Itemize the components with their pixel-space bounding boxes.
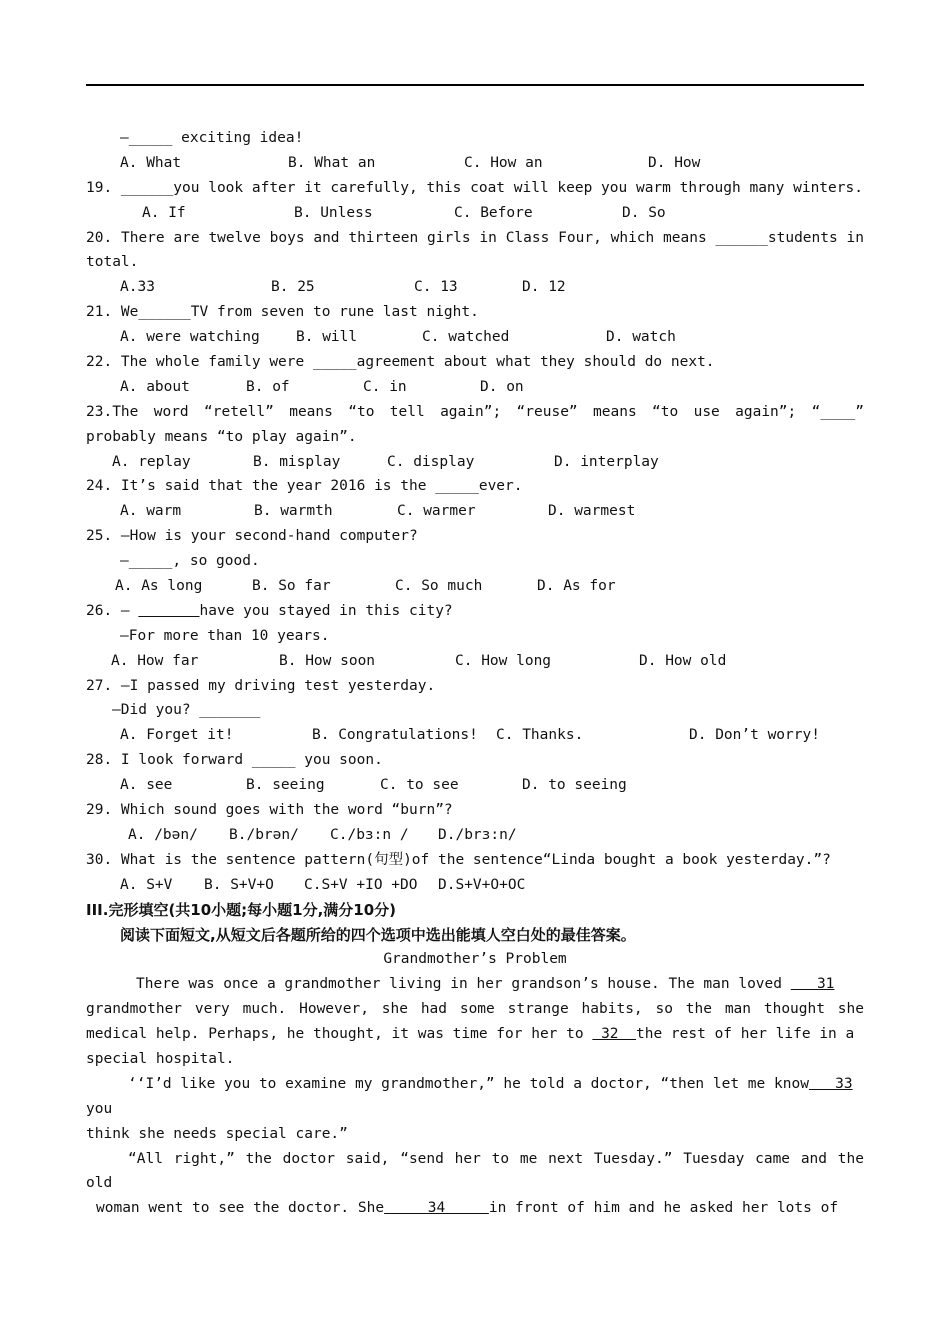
option: B. misplay xyxy=(253,453,341,470)
option: D. to seeing xyxy=(522,777,627,794)
option: A. about xyxy=(120,378,190,395)
q27-options xyxy=(86,723,864,748)
option: C./bɜ:n / xyxy=(330,826,409,843)
q21-line: 21. We______TV from seven to rune last night. xyxy=(86,304,479,321)
option: A. S+V xyxy=(120,876,173,893)
passage-text: medical help. Perhaps, he thought, it was time for her to xyxy=(86,1026,584,1043)
q18-options xyxy=(86,151,864,176)
q23-line2: probably means “to play again”. xyxy=(86,428,357,445)
option: B. Unless xyxy=(294,204,373,221)
blank-31: 31 xyxy=(790,976,835,993)
option: D. watch xyxy=(606,329,676,346)
passage-line xyxy=(86,1072,864,1097)
q18-line: —_____ exciting idea! xyxy=(120,130,304,146)
passage-text: ‘‘I’d like you to examine my grandmother,” he told a doctor, “then let me know xyxy=(128,1075,809,1092)
option: D. So xyxy=(622,204,666,221)
passage-line xyxy=(86,1022,864,1047)
option: A. were watching xyxy=(120,329,260,346)
q23-line1: 23.The word “retell” means “to tell again”; “reuse” means “to use again”; “____” xyxy=(86,403,864,420)
option: A. see xyxy=(120,777,173,794)
option: D. on xyxy=(480,378,524,395)
q29-options xyxy=(86,823,864,848)
blank-32: 32 xyxy=(592,1026,636,1043)
option: C. in xyxy=(363,378,407,395)
blank-34: 34 xyxy=(384,1200,489,1217)
option: C. Thanks. xyxy=(496,727,584,744)
passage-line: “All right,” the doctor said, “send her to me next Tuesday.” Tuesday came and the xyxy=(128,1150,864,1167)
q30-line: 30. What is the sentence pattern(句型)of the sentence“Linda bought a book yesterday.”? xyxy=(86,851,831,868)
passage-text: There was once a grandmother living in her grandson’s house. The man loved xyxy=(136,976,783,993)
option: C. Before xyxy=(454,204,533,221)
option: C. display xyxy=(387,453,475,470)
option: C. to see xyxy=(380,777,459,794)
passage-text: woman went to see the doctor. She xyxy=(96,1200,385,1217)
q19-line: 19. ______you look after it carefully, this coat will keep you warm through many winters. xyxy=(86,179,863,196)
passage-line: you xyxy=(86,1100,113,1117)
option: A. warm xyxy=(120,503,182,520)
q20-line2: total. xyxy=(86,254,139,271)
q26-line1 xyxy=(86,599,864,624)
option: D./brɜ:n/ xyxy=(438,826,517,843)
q27-line1: 27. —I passed my driving test yesterday. xyxy=(86,677,436,694)
option: B. 25 xyxy=(271,279,315,296)
q25-line1: 25. —How is your second-hand computer? xyxy=(86,528,418,545)
q21-options xyxy=(86,325,864,350)
option: C. watched xyxy=(422,329,510,346)
q26-line2: —For more than 10 years. xyxy=(120,627,330,644)
option: C. How an xyxy=(464,154,543,171)
option: A.33 xyxy=(120,279,155,296)
option: A. If xyxy=(142,204,186,221)
q26-prefix: 26. — xyxy=(86,602,139,619)
option: D. How old xyxy=(639,652,727,669)
passage-line: special hospital. xyxy=(86,1050,235,1067)
q20-line1: 20. There are twelve boys and thirteen girls in Class Four, which means ______students in xyxy=(86,229,864,246)
option: D. Don’t worry! xyxy=(689,727,820,744)
option: A. Forget it! xyxy=(120,727,234,744)
option: A. As long xyxy=(115,578,203,595)
exam-content xyxy=(86,126,864,1221)
passage-text: the rest of her life in a xyxy=(636,1026,855,1043)
q28-line: 28. I look forward _____ you soon. xyxy=(86,752,383,769)
q24-line: 24. It’s said that the year 2016 is the _____ever. xyxy=(86,478,523,495)
option: B. What an xyxy=(288,154,376,171)
q23-options xyxy=(86,450,864,475)
passage-line xyxy=(86,972,864,997)
option: D. How xyxy=(648,154,701,171)
q26-rest: have you stayed in this city? xyxy=(199,602,453,619)
q22-line: 22. The whole family were _____agreement about what they should do next. xyxy=(86,354,715,371)
option: D. 12 xyxy=(522,279,566,296)
q30-options xyxy=(86,873,864,898)
option: B. So far xyxy=(252,578,331,595)
option: B. How soon xyxy=(279,652,376,669)
option: D. As for xyxy=(537,578,616,595)
passage-line: old xyxy=(86,1175,113,1192)
q24-options xyxy=(86,499,864,524)
option: C.S+V +IO +DO xyxy=(304,876,418,893)
q29-line: 29. Which sound goes with the word “burn”? xyxy=(86,802,453,819)
blank-33: 33 xyxy=(808,1075,853,1092)
q20-options xyxy=(86,275,864,300)
q25-options xyxy=(86,574,864,599)
section-heading: III.完形填空(共10小题;每小题1分,满分10分) xyxy=(86,900,397,919)
option: C. So much xyxy=(395,578,483,595)
q26-options xyxy=(86,649,864,674)
option: B. seeing xyxy=(246,777,325,794)
option: D. interplay xyxy=(554,453,659,470)
option: B. Congratulations! xyxy=(312,727,478,744)
passage-line: grandmother very much. However, she had some strange habits, so the man thought she xyxy=(86,1001,864,1018)
option: C. How long xyxy=(455,652,552,669)
option: A. What xyxy=(120,154,182,171)
option: D.S+V+O+OC xyxy=(438,876,526,893)
header-rule xyxy=(86,84,864,86)
q19-options xyxy=(86,201,864,226)
passage-title: Grandmother’s Problem xyxy=(383,951,567,968)
passage-text: in front of him and he asked her lots of xyxy=(488,1200,839,1217)
q28-options xyxy=(86,773,864,798)
option: B. of xyxy=(246,378,290,395)
q27-line2: —Did you? _______ xyxy=(112,702,261,719)
option: B./brən/ xyxy=(229,826,299,843)
option: B. S+V+O xyxy=(204,876,274,893)
option: A. How far xyxy=(111,652,199,669)
q25-line2: —_____, so good. xyxy=(120,553,260,570)
option: A. /bən/ xyxy=(128,826,198,843)
section-instruction: 阅读下面短文,从短文后各题所给的四个选项中选出能填人空白处的最佳答案。 xyxy=(120,925,636,944)
q26-blank xyxy=(138,603,199,619)
passage-line xyxy=(86,1196,864,1221)
option: A. replay xyxy=(112,453,191,470)
passage-line: think she needs special care.” xyxy=(86,1125,348,1142)
option: C. warmer xyxy=(397,503,476,520)
option: B. will xyxy=(296,329,358,346)
option: D. warmest xyxy=(548,503,636,520)
option: C. 13 xyxy=(414,279,458,296)
q22-options xyxy=(86,375,864,400)
option: B. warmth xyxy=(254,503,333,520)
